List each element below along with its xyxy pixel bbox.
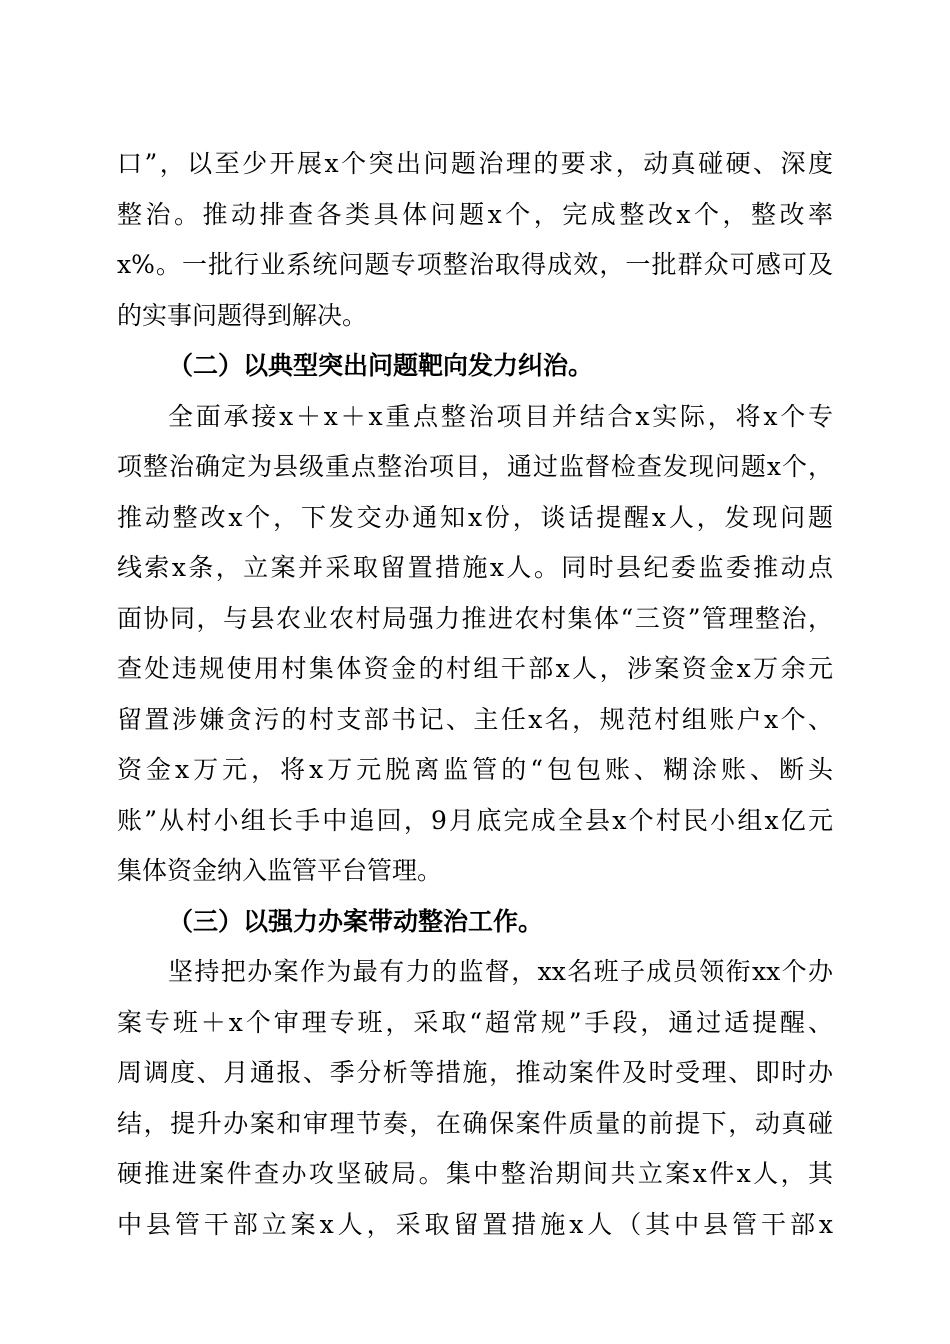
text-line: 坚持把办案作为最有力的监督，xx名班子成员领衔xx个办 bbox=[168, 957, 833, 986]
paragraph bbox=[117, 947, 833, 1250]
text-line: 集体资金纳入监管平台管理。 bbox=[117, 856, 443, 885]
text-line: 的实事问题得到解决。 bbox=[117, 300, 368, 330]
text-line: 账”从村小组长手中追回，9月底完成全县x个村民小组x亿元 bbox=[117, 805, 833, 835]
text-line: 资金x万元，将x万元脱离监管的“包包账、糊涂账、断头 bbox=[117, 755, 833, 784]
paragraph bbox=[117, 392, 833, 897]
section-heading: （三）以强力办案带动整治工作。 bbox=[168, 906, 544, 936]
text-line: 留置涉嫌贪污的村支部书记、主任x名，规范村组账户x个、 bbox=[117, 704, 833, 734]
text-line: 查处违规使用村集体资金的村组干部x人，涉案资金x万余元 bbox=[117, 654, 833, 683]
text-line: 案专班＋x个审理专班，采取“超常规”手段，通过适提醒、 bbox=[117, 1007, 833, 1037]
paragraph bbox=[117, 139, 833, 341]
text-line: 口”，以至少开展x个突出问题治理的要求，动真碰硬、深度 bbox=[117, 149, 833, 178]
text-line: 项整治确定为县级重点整治项目，通过监督检查发现问题x个， bbox=[117, 452, 833, 481]
text-line: 全面承接x＋x＋x重点整治项目并结合x实际，将x个专 bbox=[168, 401, 833, 431]
text-line: 推动整改x个，下发交办通知x份，谈话提醒x人，发现问题 bbox=[117, 502, 833, 532]
document-body bbox=[117, 139, 833, 1250]
text-line: x%。一批行业系统问题专项整治取得成效，一批群众可感可及 bbox=[117, 250, 833, 279]
text-line: 面协同，与县农业农村局强力推进农村集体“三资”管理整治， bbox=[117, 603, 833, 633]
text-line: 周调度、月通报、季分析等措施，推动案件及时受理、即时办 bbox=[117, 1058, 833, 1087]
section-heading: （二）以典型突出问题靶向发力纠治。 bbox=[168, 351, 594, 380]
text-line: 结，提升办案和审理节奏，在确保案件质量的前提下，动真碰 bbox=[117, 1108, 833, 1138]
text-line: 线索x条，立案并采取留置措施x人。同时县纪委监委推动点 bbox=[117, 553, 833, 582]
text-line: 中县管干部立案x人，采取留置措施x人（其中县管干部x bbox=[117, 1209, 833, 1239]
text-line: 整治。推动排查各类具体问题x个，完成整改x个，整改率 bbox=[117, 199, 833, 229]
text-line: 硬推进案件查办攻坚破局。集中整治期间共立案x件x人，其 bbox=[117, 1159, 833, 1188]
